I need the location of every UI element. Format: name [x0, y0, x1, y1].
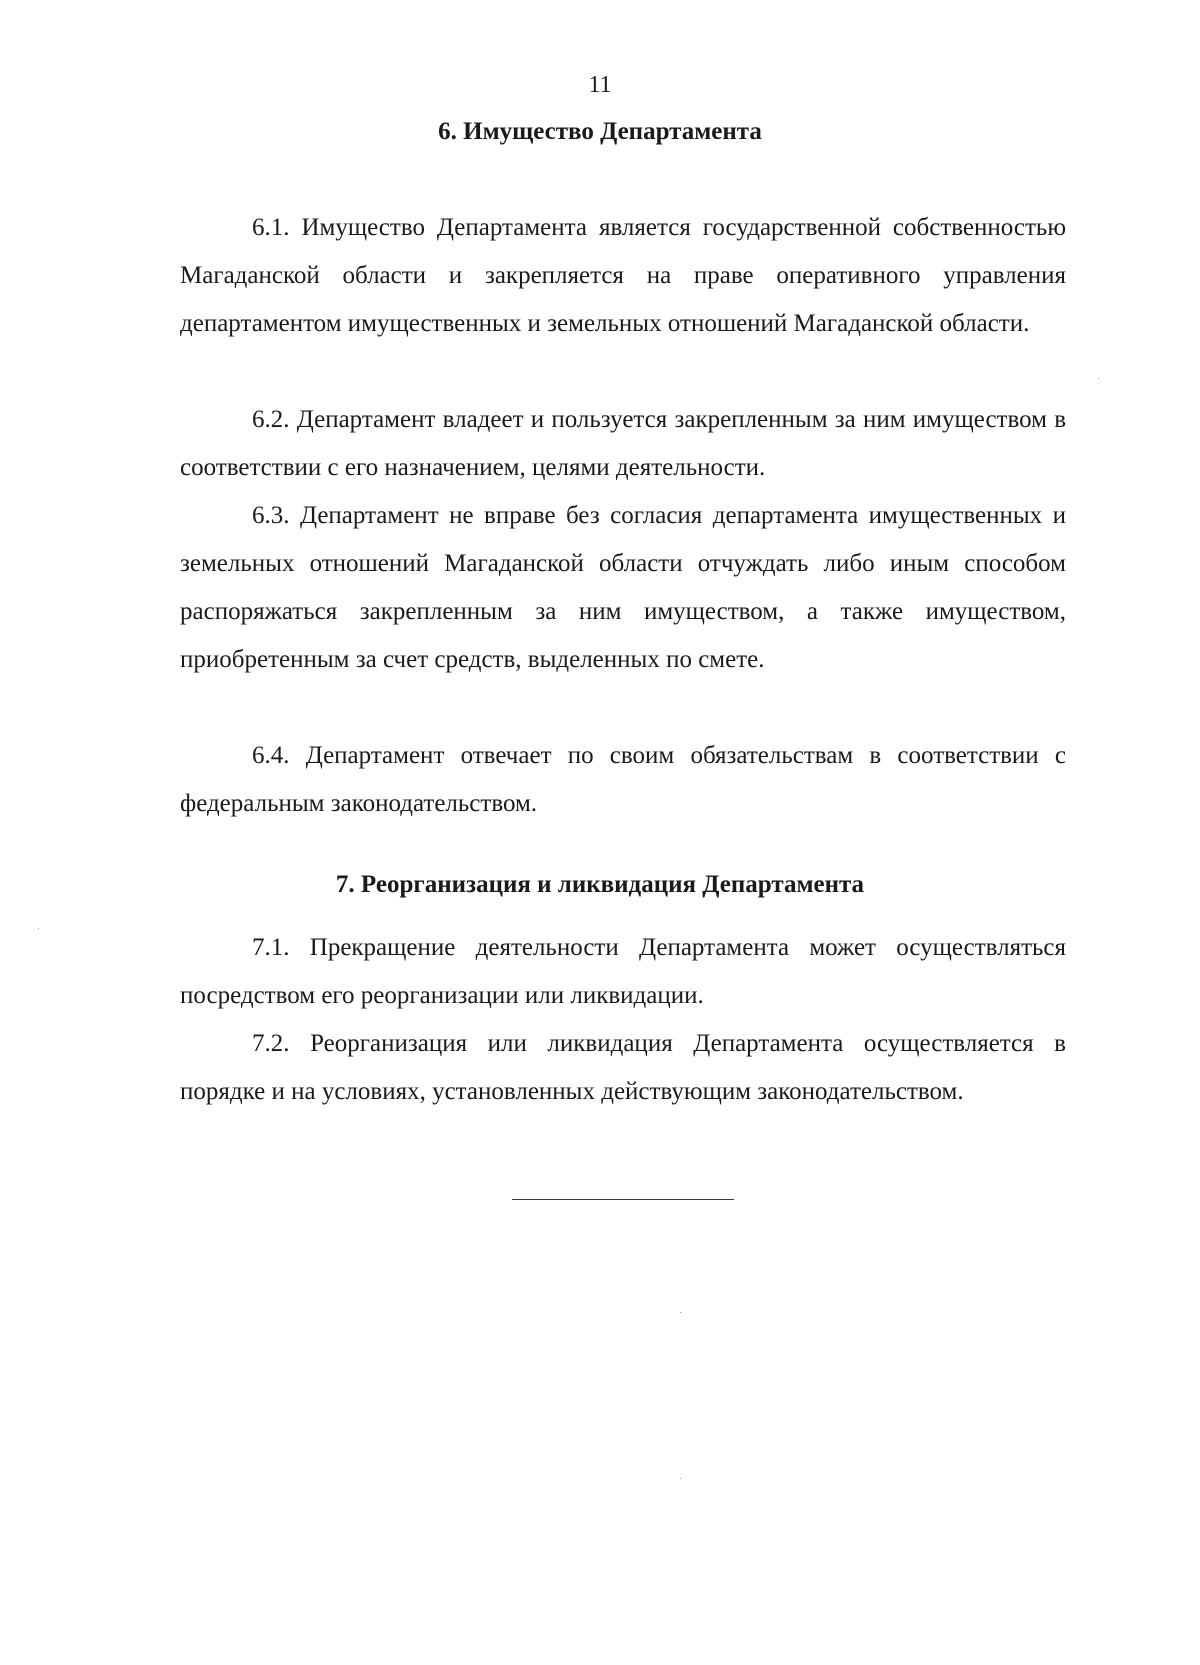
paragraph-6-1: 6.1. Имущество Департамента является государственной собственностью Магаданской области и закрепляется на праве оперативного управления департаментом имущественных и земельных отношений Магаданской области. [180, 214, 1066, 337]
paragraph-6-4: 6.4. Департамент отвечает по своим обязательствам в соответствии с федеральным законодательством. [180, 742, 1066, 817]
paragraph-7-1: 7.1. Прекращение деятельности Департамента может осуществляться посредством его реорганизации или ликвидации. [180, 934, 1066, 1009]
paragraph-6-3: 6.3. Департамент не вправе без согласия департамента имущественных и земельных отношений Магаданской области отчуждать либо иным способом распоряжаться закрепленным за ним имуществом, а также имуществом, приобретенным за счет средств, выделенных по смете. [180, 502, 1066, 673]
scan-speck [680, 1478, 681, 1479]
paragraph-6-2: 6.2. Департамент владеет и пользуется закрепленным за ним имуществом в соответствии с его назначением, целями деятельности. [180, 406, 1066, 481]
section-6-heading: 6. Имущество Департамента [438, 118, 762, 145]
end-of-document-rule [512, 1199, 734, 1200]
scan-speck [680, 1312, 681, 1313]
scan-speck [1098, 378, 1099, 379]
section-7-heading: 7. Реорганизация и ликвидация Департамента [335, 871, 865, 898]
scan-speck [38, 928, 39, 929]
paragraph-7-2: 7.2. Реорганизация или ликвидация Департамента осуществляется в порядке и на условиях, установленных действующим законодательством. [180, 1030, 1066, 1105]
page-number: 11 [588, 72, 612, 98]
